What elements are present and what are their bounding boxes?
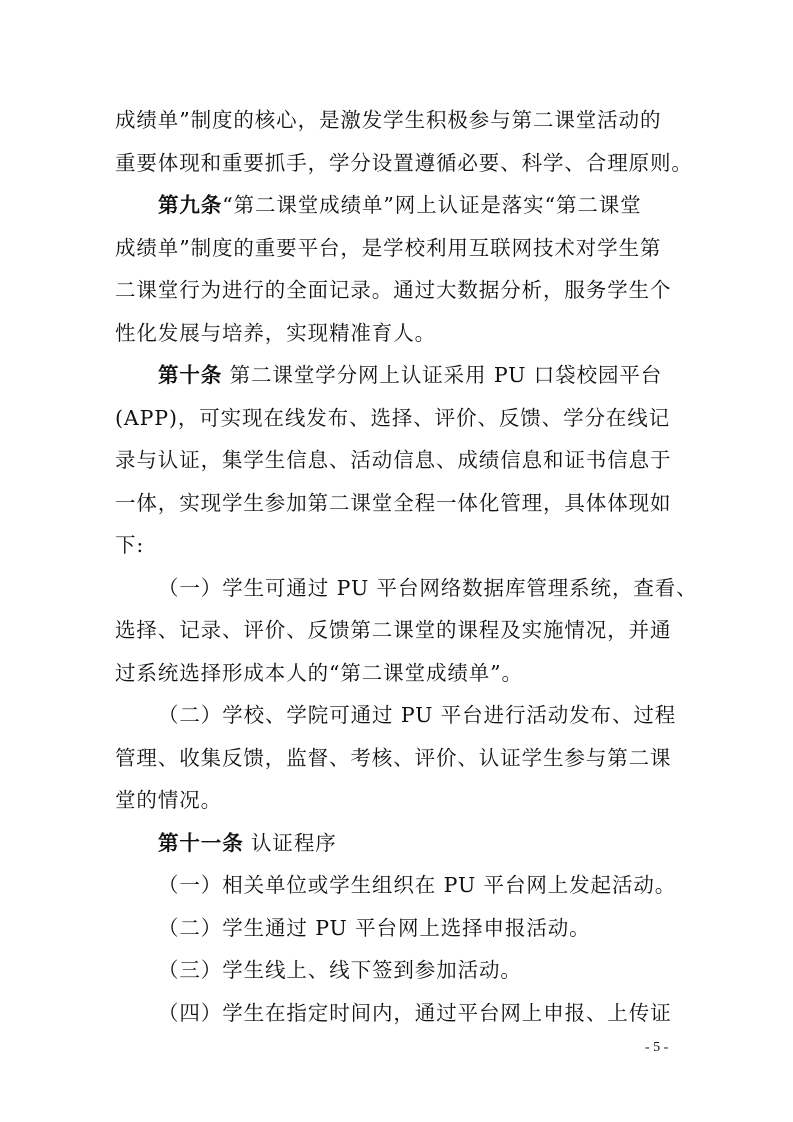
paragraph-line: （二）学校、学院可通过 PU 平台进行活动发布、过程 (158, 703, 677, 727)
paragraph-line: 选择、记录、评价、反馈第二课堂的课程及实施情况，并通 (115, 618, 672, 642)
paragraph-line: 成绩单”制度的重要平台，是学校利用互联网技术对学生第 (115, 236, 662, 260)
page-number: - 5 - (645, 1040, 669, 1055)
paragraph-line: (APP)，可实现在线发布、选择、评价、反馈、学分在线记 (115, 406, 671, 430)
paragraph-line: （二）学生通过 PU 平台网上选择申报活动。 (158, 916, 591, 940)
article-11-label: 第十一条 (158, 831, 244, 855)
paragraph-line: 堂的情况。 (115, 788, 222, 812)
article-10-label: 第十条 (158, 363, 223, 387)
paragraph-line: 一体，实现学生参加第二课堂全程一体化管理，具体体现如 (115, 491, 672, 515)
paragraph-line: 过系统选择形成本人的“第二课堂成绩单”。 (115, 661, 523, 685)
paragraph-line: 二课堂行为进行的全面记录。通过大数据分析，服务学生个 (115, 278, 672, 302)
paragraph-line: 下: (115, 533, 145, 557)
article-11-text: 认证程序 (251, 831, 337, 855)
article-9-text: “第二课堂成绩单”网上认证是落实“第二课堂 (222, 193, 642, 217)
paragraph-line: （一）相关单位或学生组织在 PU 平台网上发起活动。 (158, 873, 677, 897)
paragraph-line: 成绩单”制度的核心，是激发学生积极参与第二课堂活动的 (115, 108, 662, 132)
article-9-heading-line (158, 193, 675, 217)
paragraph-line: 重要体现和重要抓手，学分设置遵循必要、科学、合理原则。 (115, 151, 693, 175)
article-10-text: 第二课堂学分网上认证采用 PU 口袋校园平台 (229, 363, 663, 387)
paragraph-line: （三）学生线上、线下签到参加活动。 (158, 958, 522, 982)
article-11-heading-line (158, 831, 675, 855)
paragraph-line: （四）学生在指定时间内，通过平台网上申报、上传证 (158, 1001, 672, 1025)
paragraph-line: 性化发展与培养，实现精准育人。 (115, 321, 436, 345)
paragraph-line: 录与认证，集学生信息、活动信息、成绩信息和证书信息于 (115, 448, 672, 472)
article-9-label: 第九条 (158, 193, 223, 217)
paragraph-line: （一）学生可通过 PU 平台网络数据库管理系统，查看、 (158, 576, 698, 600)
article-10-heading-line (158, 363, 675, 387)
paragraph-line: 管理、收集反馈，监督、考核、评价、认证学生参与第二课 (115, 746, 672, 770)
